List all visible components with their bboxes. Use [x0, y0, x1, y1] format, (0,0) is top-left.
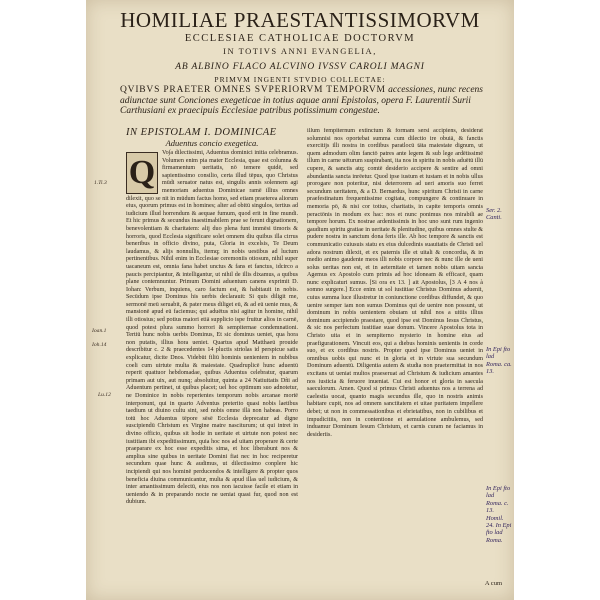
margin-note-right: In Epi fto lad Roma. ca. 13.	[486, 346, 512, 376]
column-left	[126, 127, 298, 593]
book-page	[86, 0, 514, 600]
margin-note-left: Ioh.14	[92, 342, 107, 348]
section-title: IN EPISTOLAM I. DOMINICAE	[126, 127, 277, 138]
title-line-3: IN TOTIVS ANNI EVANGELIA,	[223, 46, 377, 56]
catchword: A cum	[484, 580, 502, 587]
margin-note-left: 1.Ti.3	[94, 180, 107, 186]
margin-note-right: In Epi fto lad Roma. c. 13. Homil. 24. In Epi fto lad Roma.	[486, 485, 512, 544]
margin-note-left: Ioan.1	[92, 328, 107, 334]
decorated-initial: Q	[126, 152, 158, 194]
margin-note-right: Ser. 2. Canti.	[486, 207, 502, 222]
title-line-6	[120, 85, 484, 117]
title-line-5: PRIMVM INGENTI STVDIO COLLECTAE:	[214, 75, 386, 84]
title-line-1: HOMILIAE PRAESTANTISSIMORVM	[120, 8, 480, 32]
title-line-2: ECCLESIAE CATHOLICAE DOCTORVM	[184, 33, 416, 44]
column-right	[307, 128, 483, 593]
section-subtitle: Aduentus concio exegetica.	[165, 138, 259, 148]
title-line-6-lead: QVIBVS PRAETER OMNES SVPERIORVM TEMPORVM	[120, 85, 386, 95]
body-text-left: Vo∫a dilectissimi, Aduentus dominici initia celebramus. Volumen enim pia mater Ecclesia, quae est columna & firmamentum ueritatis, nō temere quidē, sed sapientissimo consilio, certa illud tēpus, quo Christus mūdi seruator natus est, singulis annis solennem agi memoriam aduentus Dominicae ramē illius omnes dilexit, quo se nit in mūdum factus homo, sed etiam praeterea aliorum eius, quorum primus est in homines; alter ad obitū singulos, tertius ad iudicium illud horrendum & aequae fumum, quod erit in fine mundi. Et hic primus & secundus inaestimabilem prae se ferunt dignationem, benevolentiam & charitatem: alij duo plena funt immēsi timoris & horroris, quod Ecclesia significare solet omnem diu quibus illa cirrus beneribus in officio divino, puta, Gloria in excelsis, Te Deum laudamus, & alijs nonnullis, itemq; in nobis uestibus ad luctum pertinentibus. Nihil enim in Ecclesiae ceremoniis otiosum, nihil super uacaneum est, omnia fana habet unctus & fans et fanctus, idcirco a paucis percipiantur, & intelligantur, ut nihil de illis dixamus, a quibus plane contemnuntur. Primum Domini aduentum canens exprimit D. Iohan: Verbum, inquiens, caro factum est, & habitauit in nobis. Secūdum ipse Dominus his uerbis declarauit: Si quis diligit me, sermonē meū seruabit, & pater meus diliget eū, & ad eū uenie mus, & mansionē apud eū faciemus; qui aduētus nisi agitur in homine, nihil illi otiosius; sed potius maiori etiā supplicio ispe fruitur alios in carnē, quod potest plura summo horrori & sempiternae condemnationi. Tertiū hunc nobis uerbis Dominus, Et sic dominus ueniet, qua hora non putatis, illius hora ueniet. Quartus apud Matthaeū prouide describitur c. 2 & praecedentes 14 pluctis striolas id perspicue satis explicatur, dicite Dnos. Videbūt filiū hominis uenientem in nubibus coeli cum uirtute multa & maiestate. Quadruplicē hunc aduentū reperit quattuor hebdomadae, quibus Aduentus celebratur, quarum primam aut uix, aut nunq; absoluitur, quinta a 24 Natiuitatis Dñi ad Aduentum pertinet, ut quibus placet; uel hoc optimum suo adnotetur, ne Dominice in nobis reperientes temporum nobis arcanae mortē interponunt, qui in quarto Adventus preterito quasi nobis laetibus taedium ut diuino cultu sint, sed nobis omne illā non habeas. Porro totū hoc Aduentus tēpore sēsē Ecclesia deprecatur ad digne suscipiendū Christum ex Virgine matre nasciturum; ut qui intret in divino officio, quibus sit hodie in ueritate et uirtute non potest nec iustitiam ibi expeditissimum, quia hoc nos ad uitam properare & certe praeparare ex hoc esse expeditis sima, et hoc liberabunt nos & amplius sine quibus in ueritate Domini fiat nec in hoc reciperetur secundum quae hunc & audimus, ut dilectissimo conplere hic incipiendi qui nos hominē perducendos & intelligere & propter quos beneficia diuina communicantur, multa & apud illas uel iudicium, & inter amantissimum delectū, eius nos non iacuisse facile et etiam in ueniendo & in preparando nocte ne ueniat quasi fur, quod non est dubium.	[126, 150, 298, 506]
margin-note-left: Lu.12	[98, 392, 111, 398]
title-line-4: AB ALBINO FLACO ALCVINO IVSSV CAROLI MAGNI	[175, 62, 425, 72]
body-text-right: illum fempiternum extinctum & formam sersi accipiens, desiderat solumnisi nos oportebat summa cum dilectio ire obuiā, & fanctis exercitijs illi nostra in cordibus paratlocū tāta maiestate dignum, ut quem admodum olim fanctō patres ante legem & sub lege ardētissimē illum in carne uēturum suspirabant, ita nos in spiritu in nobis aduētū illū cupere, & sanctis atq; comtē desiderio accipere & sentire ad omni abundantia sancta inrēetur. Quod ipse iustum et iustam et in nobis ullus prorogare non poteritur, nisi deterrorem ad ueri amoris suo ferret secundum ueritatem, & a D. Bernardus, hunc spiritum Christi in carne praefestinatum frequentissime cogitata, compungere & continuare in memoria pō, & nisi cor totius, charitatis, in capite temporis omnis peractōnis in modum ex hac: nos et nunc ponimus nos mirabili ae tempore horum. Ex nostrae ardentissimis in hoc uno sunt rum ingenio gaudium spiritu gratiae in ueritate & plenitudine, quibus omnes stulte & pudere nostra in sanctum dona feris ille. Ab hoc tempore & sanctis est communicatio cuiusuis statu ex eius dulcedinis suauitatis de Christi uel adora nostrum dilexit, et ex paternis ille et uitali & concordia, & in medio animo gaudente meos illi nobis corpore nec & nunc ille de ueni solus ueritas non est, et in aeternitate et tamen nobis uitam sancta Agemus ex Apostolo cum primis ad hoc idoneam & efficacē, quam nunc explicaturi sumus. [Si ora ex 13. ] ait Apostolus, [3 A 4 nos à somno surgere.] Ecce enim ut sol iustitiae Christus Dominus aduenit, cuius summa luce illustretur in coniunctione cordibus diffundet, & quo uenire semper iam non sumus Dominus qui de uenire non possunt, ut dominum in nobis uenientem obuiam ut nihil nos a uitiis illius dominum accipiendo praestare, quod ipse est Dominus Iesus Christus, & sic nos perfectum iustitiae suae donum. Vincere Apostolus tota in Christo uita et in sempiterno mysterio in homine eius ad praefigurationem. Vincuit eos, qui a diebus hominis uenientis in corde suo, et ex cordibus nostris. Propter quod ipse Dominus ueniet in omnibus uobis qui nunc et in gloria et in virtute sua secundum Dominum aduentū. Diligentia autem & studia non praetermittat in nos excitans ut ueniat multos praeseruat ad Christum & iudicium amantes nos iusticia & feruore inueniat. Cui est honor et gloria in saecula saeculorum. Amen. Quod si primus Christi aduentus nos a terrena ad caelestia uocat, quanto magis secundus ille, quo in nostris animis habitare cupit, nos ad omnem sanctitatem et uitae puritatem impellere debet; ut non in commessationibus et ebrietatibus, non in cubilibus et impudicitiis, non in contentione et aemulatione ambulemus, sed induamur Dominum Iesum Christum, et carnis curam ne faciamus in desideriis.	[307, 128, 483, 438]
title-line-6-rest: accessiones, nunc recens adiunctae sunt Conciones exegeticae in totius aquae anni Epistolas, opera F. Laurentii Surii Carthusiani ex praecipuis Ecclesiae patribus potissimum congestae.	[120, 85, 483, 116]
